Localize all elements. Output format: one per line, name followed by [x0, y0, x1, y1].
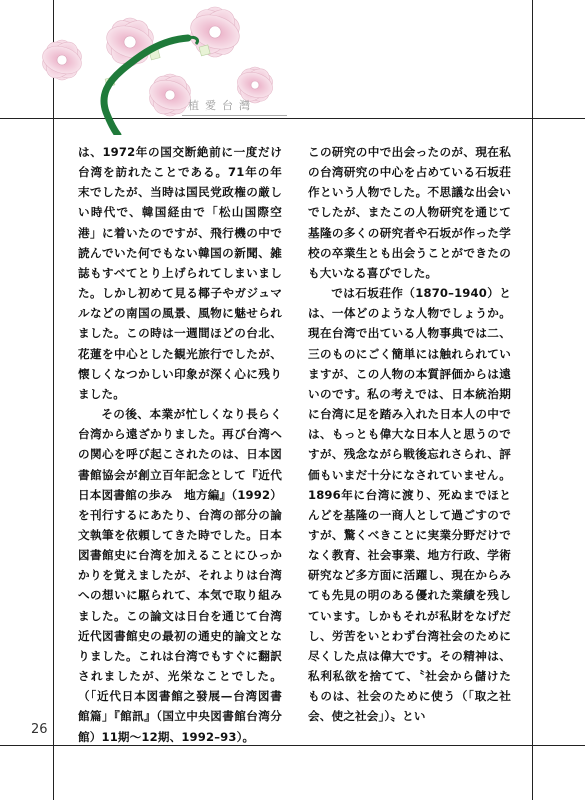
left-text-column	[78, 142, 282, 747]
right-text-column	[308, 142, 511, 727]
right-paragraph-2: では石坂荘作（1870–1940）とは、一体どのような人物でしょうか。現在台湾で出ている人物事典では二、三のものにごく簡単には触れられていますが、この人物の本質評価からは遠いのです。私の考えでは、日本統治期に台湾に足を踏み入れた日本人の中では、もっとも偉大な日本人と思うのですが、残念ながら戦後忘れさられ、評価もいまだ十分になされていません。1896年に台湾に渡り、死ぬまでほとんどを基隆の一商人として過ごすのですが、驚くべきことに実業分野だけでなく教育、社会事業、地方行政、学術研究など多方面に活躍し、現在からみても先見の明のある優れた業績を残しています。しかもそれが私財をなげだし、労苦をいとわず台湾社会のために尽くした点は偉大です。その精神は、私利私欲を捨てて、〝社会から儲けたものは、社会のために使う（「取之社会、使之社会」）〟とい	[308, 286, 511, 724]
section-title-underline	[182, 115, 287, 116]
right-vertical-rule	[532, 0, 533, 800]
section-title: 植愛台灣	[188, 99, 256, 112]
right-paragraph-1: この研究の中で出会ったのが、現在私の台湾研究の中心を占めている石坂荘作という人物でした。不思議な出会いでしたが、またこの人物研究を通じて基隆の多くの研究者や石坂が作った学校の卒業生とも出会うことができたのも大いなる喜びでした。	[308, 145, 511, 280]
left-paragraph-1: は、1972年の国交断絶前に一度だけ台湾を訪れたことである。71年の年末でしたが、当時は国民党政権の厳しい時代で、韓国経由で「松山国際空港」に着いたのですが、飛行機の中で読んでいた何でもない韓国の新聞、雑誌もすべてとり上げられてしまいました。しかし初めて見る椰子やガジュマルなどの南国の風景、風物に魅せられました。この時は一週間ほどの台北、花蓮を中心とした観光旅行でしたが、懐しくなつかしい印象が深く心に残りました。	[78, 145, 282, 401]
left-paragraph-2: その後、本業が忙しくなり長らく台湾から遠ざかりました。再び台湾への関心を呼び起こされたのは、日本図書館協会が創立百年記念として『近代日本図書館の歩み 地方編』（1992）を刊行するにあたり、台湾の部分の論文執筆を依頼してきた時でした。日本図書館史に台湾を加えることにひっかかりを覚えましたが、それよりは台湾への想いに駆られて、本気で取り組みました。この論文は日台を通じて台湾近代図書館史の最初の通史的論文となりました。これは台湾でもすぐに翻訳されましたが、光栄なことでした。（「近代日本図書館之發展—台湾図書館篇」『館訊』（国立中央図書館台湾分館）11期〜12期、1992–93）。	[78, 407, 282, 744]
page-number: 26	[31, 722, 48, 737]
